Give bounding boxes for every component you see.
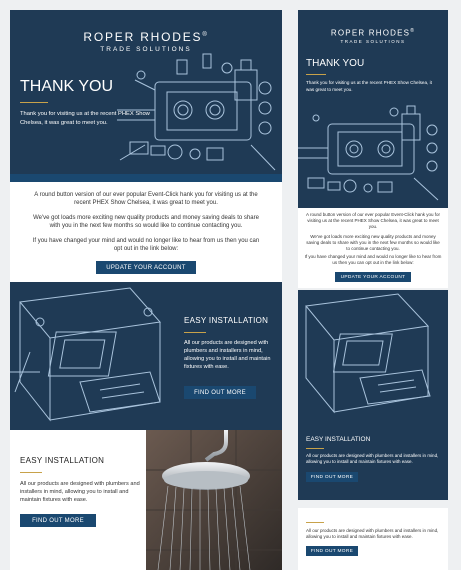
- hero-title: THANK YOU: [20, 78, 114, 95]
- mobile-section1-text: All our products are designed with plumbers and installers in mind, allowing you to install and maintain fixtures with ease.: [306, 453, 439, 464]
- body-paragraph-2: We've got loads more exciting new quality products and money saving deals to share with you in the next few months so would like to continue contacting you.: [33, 215, 259, 229]
- mobile-section2-text: All our products are designed with plumbers and installers in mind, allowing you to install and maintain fixtures with ease.: [306, 528, 439, 539]
- mobile-body-paragraph-2: We've got loads more exciting new quality products and money saving deals to share with you in the next few months so would like to continue contacting you.: [306, 234, 440, 251]
- mobile-section2-accent-line: [306, 522, 324, 523]
- section1-find-out-more-button[interactable]: FIND OUT MORE: [184, 386, 256, 399]
- mobile-section-installation: [298, 290, 448, 500]
- mobile-section1-accent-line: [306, 448, 324, 449]
- mobile-body: [298, 208, 448, 288]
- mobile-brand-logo: [298, 28, 448, 44]
- desktop-hero: [10, 10, 282, 182]
- hero-accent-line: [20, 102, 48, 103]
- mobile-brand-sub: TRADE SOLUTIONS: [340, 38, 406, 44]
- mobile-registered-mark: ®: [410, 28, 416, 34]
- mobile-hero-title: THANK YOU: [306, 58, 365, 69]
- mobile-section2-find-out-more-button[interactable]: FIND OUT MORE: [306, 546, 358, 556]
- update-account-button[interactable]: UPDATE YOUR ACCOUNT: [96, 261, 196, 274]
- brand-name: ROPER RHODES: [83, 30, 203, 44]
- hero-text: Thank you for visiting us at the recent PHEX Show Chelsea, it was great to meet you.: [20, 111, 150, 126]
- installation-frame-illustration: [10, 282, 180, 430]
- desktop-section-shower: [10, 430, 282, 570]
- mobile-brand-name: ROPER RHODES: [330, 28, 411, 38]
- body-paragraph-1: A round button version of our ever popular Event-Click hank you for visiting us at the recent PHEX Show Chelsea, it was great to meet you.: [34, 192, 258, 206]
- hero-bottom-bar: [10, 174, 282, 182]
- desktop-body: [10, 182, 282, 282]
- section2-text: All our products are designed with plumbers and installers in mind, allowing you to install and maintain fixtures with ease.: [20, 481, 140, 503]
- shower-photo: [146, 430, 282, 570]
- mobile-section1-find-out-more-button[interactable]: FIND OUT MORE: [306, 472, 358, 482]
- section2-find-out-more-button[interactable]: FIND OUT MORE: [20, 514, 96, 527]
- mobile-valve-illustration: [298, 100, 448, 208]
- mobile-hero-accent-line: [306, 74, 326, 75]
- registered-mark: ®: [202, 32, 209, 38]
- mobile-hero-text: Thank you for visiting us at the recent PHEX Show Chelsea, it was great to meet you.: [306, 80, 432, 92]
- section2-title: EASY INSTALLATION: [20, 456, 105, 465]
- mobile-body-paragraph-1: A round button version of our ever popular Event-Click hank you for visiting us at the recent PHEX Show Chelsea, it was great to meet you.: [305, 212, 441, 229]
- mobile-body-paragraph-3: If you have changed your mind and would no longer like to hear from us then you can opt out in the link below:: [304, 254, 442, 265]
- desktop-section-installation: [10, 282, 282, 430]
- mobile-section1-title: EASY INSTALLATION: [306, 436, 371, 443]
- desktop-email: [10, 10, 282, 570]
- section1-title: EASY INSTALLATION: [184, 316, 269, 325]
- mobile-update-account-button[interactable]: UPDATE YOUR ACCOUNT: [335, 272, 411, 282]
- section1-accent-line: [184, 332, 206, 333]
- mobile-section-shower: [298, 508, 448, 570]
- body-paragraph-3: If you have changed your mind and would no longer like to hear from us then you can opt out in the link below:: [32, 238, 260, 252]
- brand-sub: TRADE SOLUTIONS: [100, 46, 192, 53]
- section2-accent-line: [20, 472, 42, 473]
- mobile-email: [298, 10, 448, 570]
- section1-text: All our products are designed with plumbers and installers in mind, allowing you to install and maintain fixtures with ease.: [184, 340, 271, 370]
- mobile-hero: [298, 10, 448, 208]
- mobile-installation-frame-illustration: [298, 290, 448, 420]
